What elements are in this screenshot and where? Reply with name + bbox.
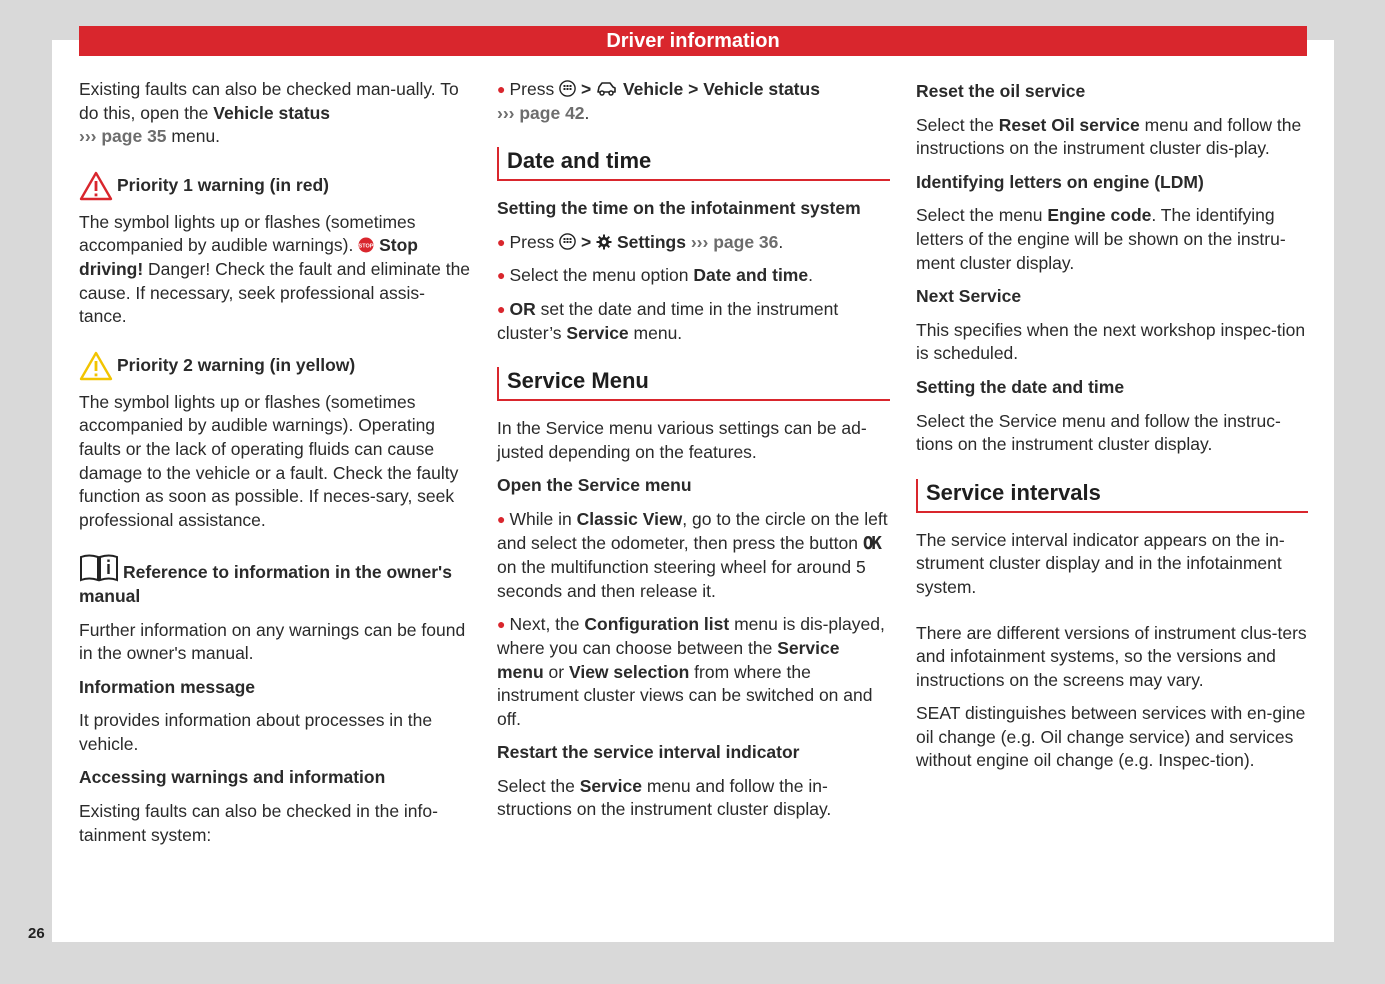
stop-icon: [358, 237, 374, 253]
list-item: ● Select the menu option Date and time.: [497, 265, 813, 286]
column-1: [79, 78, 471, 857]
bullet: ●: [497, 81, 506, 97]
open-service-menu-subheading: Open the Service menu: [497, 475, 692, 496]
service-intervals-text-2: There are different versions of instrument clus-ters and infotainment systems, so the versions and instructions on the screens may vary.: [916, 622, 1307, 690]
menu-grid-icon: [559, 80, 576, 97]
list-item: ● Press > Settings ››› page 36.: [497, 231, 784, 252]
accessing-warnings-heading: Accessing warnings and information: [79, 767, 386, 788]
page-link[interactable]: page 42: [519, 102, 585, 123]
reset-oil-heading: Reset the oil service: [916, 81, 1086, 101]
gear-icon: [596, 234, 612, 250]
column-2: [497, 78, 890, 832]
menu-grid-icon: [559, 233, 576, 250]
information-message-heading: Information message: [79, 676, 256, 697]
service-menu-text: In the Service menu various settings can be ad-justed depending on the features.: [497, 418, 867, 462]
service-intervals-text-1: The service interval indicator appears on the in-strument cluster display and in the infotainment system.: [916, 529, 1285, 597]
setting-date-text: Select the Service menu and follow the instruc-tions on the instrument cluster display.: [916, 410, 1281, 455]
restart-indicator-text: Select the Service menu and follow the in-structions on the instrument cluster display.: [497, 775, 832, 820]
manual-book-info-icon: [79, 554, 119, 582]
next-service-text: This specifies when the next workshop inspec-tion is scheduled.: [916, 319, 1306, 364]
next-service-heading: Next Service: [916, 286, 1022, 307]
ldm-text: Select the menu Engine code. The identifying letters of the engine will be shown on the instru-ment cluster display.: [916, 205, 1286, 273]
column-3: [916, 78, 1308, 783]
ok-button-symbol: OK: [862, 533, 880, 554]
priority-2-text: The symbol lights up or flashes (sometimes accompanied by audible warnings). Operating faults or the lack of operating fluids can cause damage to the vehicle or a fault. Check the faulty function as soon as possible. If neces-sary, seek professional assistance.: [79, 391, 459, 530]
setting-date-heading: Setting the date and time: [916, 376, 1125, 397]
reference-text: Further information on any warnings can be found in the owner's manual.: [79, 619, 466, 664]
service-menu-heading: Service Menu: [497, 367, 890, 401]
service-intervals-text-3: SEAT distinguishes between services with en-gine oil change (e.g. Oil change service) and services without engine oil change (e.g. Inspec-tion).: [916, 703, 1306, 771]
ldm-heading: Identifying letters on engine (LDM): [916, 171, 1204, 192]
page-number: 26: [28, 925, 45, 942]
service-intervals-heading: Service intervals: [916, 479, 1308, 513]
list-item: ● While in Classic View, go to the circle on the left and select the odometer, then press the button OK on the multifunction steering wheel for around 5 seconds and then release it.: [497, 508, 888, 601]
date-and-time-heading: Date and time: [497, 147, 890, 181]
warning-triangle-yellow-icon: [79, 351, 113, 381]
reference-heading: Reference to information in the owner's manual: [79, 554, 471, 608]
list-item: ● Next, the Configuration list menu is dis-played, where you can choose between the Service menu or View selection from where the instrument cluster views can be switched on and off.: [497, 614, 885, 729]
setting-time-subheading: Setting the time on the infotainment system: [497, 198, 861, 219]
accessing-warnings-text: Existing faults can also be checked in the info-tainment system:: [79, 801, 438, 845]
reset-oil-text: Select the Reset Oil service menu and follow the instructions on the instrument cluster dis-play.: [916, 114, 1302, 159]
priority-1-heading: Priority 1 warning (in red): [79, 171, 471, 201]
vehicle-icon: [596, 81, 618, 97]
information-message-text: It provides information about processes in the vehicle.: [79, 710, 433, 754]
page-link[interactable]: page 35: [101, 126, 167, 147]
page-link[interactable]: page 36: [713, 231, 779, 252]
press-instruction: ● Press > Vehicle > Vehicle status ››› page 42.: [497, 79, 820, 123]
svg-text:STOP: STOP: [358, 243, 374, 250]
intro-paragraph: Existing faults can also be checked man-ually. To do this, open the Vehicle status ››› page 35 menu.: [79, 79, 459, 147]
restart-indicator-subheading: Restart the service interval indicator: [497, 742, 800, 763]
list-item: ● OR set the date and time in the instrument cluster’s Service menu.: [497, 298, 839, 343]
priority-2-heading: Priority 2 warning (in yellow): [79, 351, 471, 381]
priority-1-text: The symbol lights up or flashes (sometimes accompanied by audible warnings). STOP Stop driving! Danger! Check the fault and eliminate the cause. If necessary, seek professional assis-tance.: [79, 211, 471, 327]
warning-triangle-red-icon: [79, 171, 113, 201]
section-header: Driver information: [79, 26, 1307, 56]
